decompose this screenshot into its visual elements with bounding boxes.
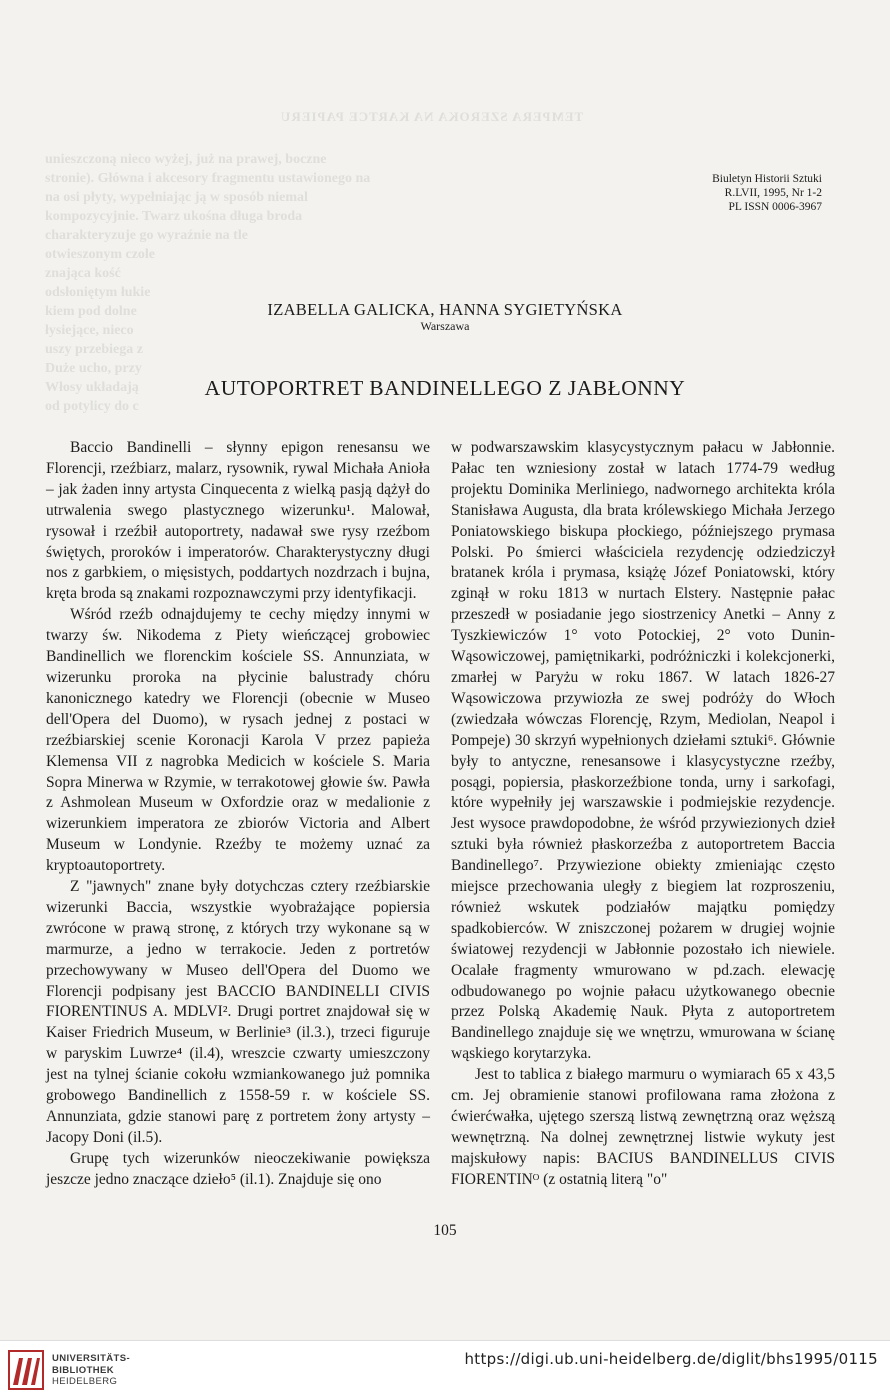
bleed-line: na osi płyty, wypełniając ją w sposób niemal xyxy=(45,190,308,205)
article-title: AUTOPORTRET BANDINELLEGO Z JABŁONNY xyxy=(204,376,686,400)
paragraph: Jest to tablica z białego marmuru o wymiarach 65 x 43,5 cm. Jej obramienie stanowi profilowana rama złożona z ćwierćwałka, ujętego szerszą listwą zewnętrzną oraz węższą wewnętrzną. Na dolnej zewnętrznej listwie wykuty jest majskułowy napis: BACIUS BANDINELLUS CIVIS FIORENTINᴼ (z ostatnią literą "o" xyxy=(451,1066,835,1188)
library-line: BIBLIOTHEK xyxy=(52,1364,115,1376)
bleed-line: znająca kość xyxy=(45,266,121,281)
bleed-line: charakteryzuje go wyraźnie na tle xyxy=(45,228,248,243)
bleed-through-header: TEMPERA SZEROKA NA KARTCE PAPIERU xyxy=(280,109,584,124)
bleed-line: otwieszonym czole xyxy=(45,247,156,262)
library-line: UNIVERSITÄTS- xyxy=(52,1353,131,1364)
bleed-line: kiem pod dolne xyxy=(45,304,137,319)
paragraph: Baccio Bandinelli – słynny epigon renesansu we Florencji, rzeźbiarz, malarz, rysownik, rywal Michała Anioła – jak żaden inny artysta Cinquecenta z wielką pasją dążył do utrwalenia swego plastycznego wizerunku¹. Malował, rysował i rzeźbił autoportrety, nadawał swe rysy rzeźbom świętych, proroków i imperatorów. Charakterystyczny długi nos z garbkiem, o mięsistych, poddartych nozdrzach i bujna, kręta broda są znakami rozpoznawczymi przy identyfikacji. xyxy=(46,439,430,603)
bleed-line: łysiejące, nieco xyxy=(45,323,134,338)
paragraph: w podwarszawskim klasycystycznym pałacu w Jabłonnie. Pałac ten wzniesiony został w latach 1774-79 według projektu Dominika Merliniego, nadwornego architekta króla Stanisława Augusta, dla brata królewskiego Michała Jerzego Poniatowskiego biskupa płockiego, późniejszego prymasa Polski. Po śmierci właściciela rezydencję odziedziczył bratanek króla i prymasa, książę Józef Poniatowski, który zginął w roku 1813 w nurtach Elstery. Następnie pałac przeszedł w posiadanie jego siostrzenicy Anetki – Anny z Tyszkiewiczów 1° voto Potockiej, 2° voto Dunin-Wąsowiczowej, pamiętnikarki, podróżniczki i kolekcjonerki, zmarłej w Paryżu w roku 1867. W latach 1826-27 Wąsowiczowa przywiozła ze swej podróży do Włoch (zwiedzała wówczas Florencję, Rzym, Mediolan, Neapol i Pompeje) 30 skrzyń wypełnionych dziełami sztuki⁶. Głównie były to antyczne, renesansowe i klasycystyczne rzeźby, posągi, popiersia, płaskorzeźbione tonda, urny i sarkofagi, które wypełniły jej warszawskie i podmiejskie rezydencje. Jest wysoce prawdopodobne, że wśród przywiezionych dzieł sztuki była również płaskorzeźba z autoportretem Baccia Bandinellego⁷. Przywiezione obiekty zmieniając często miejsce przechowania uległy z biegiem lat rozproszeniu, również wskutek podziałów majątku pomiędzy spadkobierców. W zniszczonej pożarem w drugiej wojnie światowej rezydencji w Jabłonnie pozostało ich niewiele. Ocalałe fragmenty wmurowano w pd.zach. elewację odbudowanego po wojnie pałacu użytkowanego obecnie przez Polską Akademię Nauk. Płyta z autoportretem Bandinellego znajduje się we wnętrzu, wmurowana w ścianę wąskiego korytarzyka. xyxy=(451,439,835,1063)
bleed-line: unieszczoną nieco wyżej, już na prawej, boczne xyxy=(45,152,327,167)
paragraph: Wśród rzeźb odnajdujemy te cechy między innymi w twarzy św. Nikodema z Piety wieńczącej grobowiec Bandinellich we florenckim kościele SS. Annunziata, w wizerunku proroka na płycinie balustrady chóru kanonicznego katedry we Florencji (obecnie w Museo dell'Opera del Duomo), w rysach jednej z postaci w rzeźbiarskiej scenie Koronacji Karola V przez papieża Klemensa VII z nagrobka Medicich w kościele S. Maria Sopra Minerwa w Rzymie, w terrakotowej głowie św. Pawła z Ashmolean Museum w Oxfordzie oraz w medalionie z wizerunkiem imperatora ze zbiorów Victoria and Albert Museum w Londynie. Rzeźby te możemy uznać za kryptoautoportrety. xyxy=(46,606,430,875)
journal-volume: R.LVII, 1995, Nr 1-2 xyxy=(724,187,822,199)
paragraph: Z "jawnych" znane były dotychczas cztery rzeźbiarskie wizerunki Baccia, wszystkie wyobrażające popiersia zwrócone w prawą stronę, z których trzy wykonane są w marmurze, a jedno w terrakocie. Jeden z portretów przechowywany w Museo dell'Opera del Duomo we Florencji podpisany jest BACCIO BANDINELLI CIVIS FIORENTINUS A. MDLVI². Drugi portret znajdował się w Kaiser Friedrich Museum, w Berlinie³ (il.3.), trzeci figuruje w paryskim Luwrze⁴ (il.4), wreszcie czwarty umieszczony jest na tylnej ścianie cokołu wzmiankowanego już pomnika grobowego Bandinellich z 1558-59 r. w kościele SS. Annunziata, gdzie stanowi parę z portretem żony artysty – Jacopy Doni (il.5). xyxy=(46,878,430,1146)
bleed-line: Duże ucho, przy xyxy=(45,361,142,376)
author-affiliation: Warszawa xyxy=(420,319,470,333)
permalink-url[interactable]: https://digi.ub.uni-heidelberg.de/diglit/bhs1995/0115 xyxy=(464,1350,878,1368)
right-column xyxy=(451,438,835,1191)
journal-issn: PL ISSN 0006-3967 xyxy=(728,201,822,213)
university-library-logo-icon[interactable] xyxy=(8,1350,44,1395)
viewer-footer xyxy=(0,1340,890,1400)
library-name xyxy=(52,1353,130,1388)
bleed-line: odsłoniętym łukie xyxy=(45,285,151,300)
left-column xyxy=(46,438,430,1191)
bleed-line: Włosy układają xyxy=(45,380,139,395)
journal-name: Biuletyn Historii Sztuki xyxy=(712,173,822,185)
library-line: HEIDELBERG xyxy=(52,1376,118,1387)
journal-info xyxy=(712,172,822,214)
bleed-line: kompozycyjnie. Twarz ukośna długa broda xyxy=(45,209,303,224)
paragraph: Grupę tych wizerunków nieoczekiwanie powiększa jeszcze jedno znaczące dzieło⁵ (il.1). Znajduje się ono xyxy=(46,1149,430,1188)
bleed-line: stronie). Główna i akcesory fragmentu ustawionego na xyxy=(45,171,371,186)
article-authors: IZABELLA GALICKA, HANNA SYGIETYŃSKA xyxy=(267,300,623,319)
page-number: 105 xyxy=(433,1222,457,1239)
bleed-line: uszy przebiega z xyxy=(45,342,143,357)
bleed-line: od potylicy do c xyxy=(45,399,139,414)
